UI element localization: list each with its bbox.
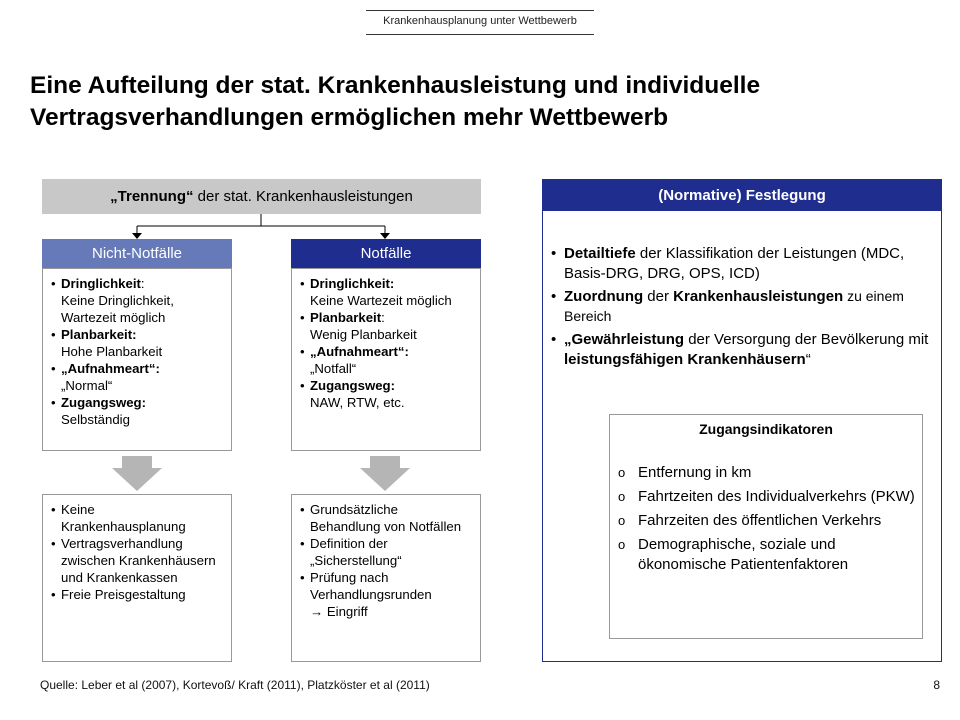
page-number: 8 xyxy=(933,678,940,692)
list-item: • Grundsätzliche Behandlung von Notfällen xyxy=(300,501,472,535)
header-rule-bottom xyxy=(366,34,594,35)
list-item: • Zuordnung der Krankenhausleistungen zu einem Bereich xyxy=(550,287,935,326)
header-title: Krankenhausplanung unter Wettbewerb xyxy=(383,15,577,27)
list-item: • Keine Krankenhausplanung xyxy=(51,501,223,535)
list-item: • Freie Preisgestaltung xyxy=(51,586,223,603)
list-item: • Vertragsverhandlung zwischen Krankenhäusern und Krankenkassen xyxy=(51,535,223,586)
box-nicht-notfaelle xyxy=(42,268,232,451)
list-item: • „Aufnahmeart“: „Notfall“ xyxy=(300,343,472,377)
header-notfaelle: Notfälle xyxy=(291,239,481,268)
trennung-rest: der stat. Krankenhausleistungen xyxy=(193,188,413,205)
list-item: • Detailtiefe der Klassifikation der Leistungen (MDC, Basis-DRG, DRG, OPS, ICD) xyxy=(550,244,935,283)
list-item: • Prüfung nach Verhandlungsrunden xyxy=(300,569,472,603)
trennung-bar xyxy=(42,179,481,214)
normative-header: (Normative) Festlegung xyxy=(542,179,942,211)
list-item: o Fahrtzeiten des Individualverkehrs (PKW) xyxy=(618,487,918,507)
list-item: • Planbarkeit: Wenig Planbarkeit xyxy=(300,309,472,343)
list-item: o Fahrzeiten des öffentlichen Verkehrs xyxy=(618,511,918,531)
list-item: • Dringlichkeit: Keine Dringlichkeit, Wartezeit möglich xyxy=(51,275,223,326)
list-item-no-bullet: → Eingriff xyxy=(310,604,368,619)
list-item: • Zugangsweg: NAW, RTW, etc. xyxy=(300,377,472,411)
down-arrow-left-icon xyxy=(112,456,162,491)
normative-list xyxy=(550,244,935,373)
box-notfaelle xyxy=(291,268,481,451)
result-box-right xyxy=(291,494,481,662)
list-item: • Dringlichkeit: Keine Wartezeit möglich xyxy=(300,275,472,309)
trennung-bold: „Trennung“ xyxy=(110,188,194,205)
zugangsindikatoren-box xyxy=(609,414,923,639)
down-arrow-right-icon xyxy=(360,456,410,491)
list-item: o Demographische, soziale und ökonomische Patientenfaktoren xyxy=(618,535,918,575)
zugangsindikatoren-title: Zugangsindikatoren xyxy=(699,421,833,437)
list-item: • Zugangsweg: Selbständig xyxy=(51,394,223,428)
result-box-left xyxy=(42,494,232,662)
list-item: • „Aufnahmeart“: „Normal“ xyxy=(51,360,223,394)
list-item: • Definition der „Sicherstellung“ xyxy=(300,535,472,569)
list-item: o Entfernung in km xyxy=(618,463,918,483)
slide-title: Eine Aufteilung der stat. Krankenhausleistung und individuelle Vertragsverhandlungen ermöglichen mehr Wettbewerb xyxy=(30,72,761,131)
list-item: • „Gewährleistung der Versorgung der Bevölkerung mit leistungsfähigen Krankenhäusern“ xyxy=(550,330,935,369)
header-nicht-notfaelle: Nicht-Notfälle xyxy=(42,239,232,268)
source-footer: Quelle: Leber et al (2007), Kortevoß/ Kraft (2011), Platzköster et al (2011) xyxy=(40,678,430,692)
list-item: • Planbarkeit: Hohe Planbarkeit xyxy=(51,326,223,360)
header-rule-top xyxy=(366,10,594,11)
